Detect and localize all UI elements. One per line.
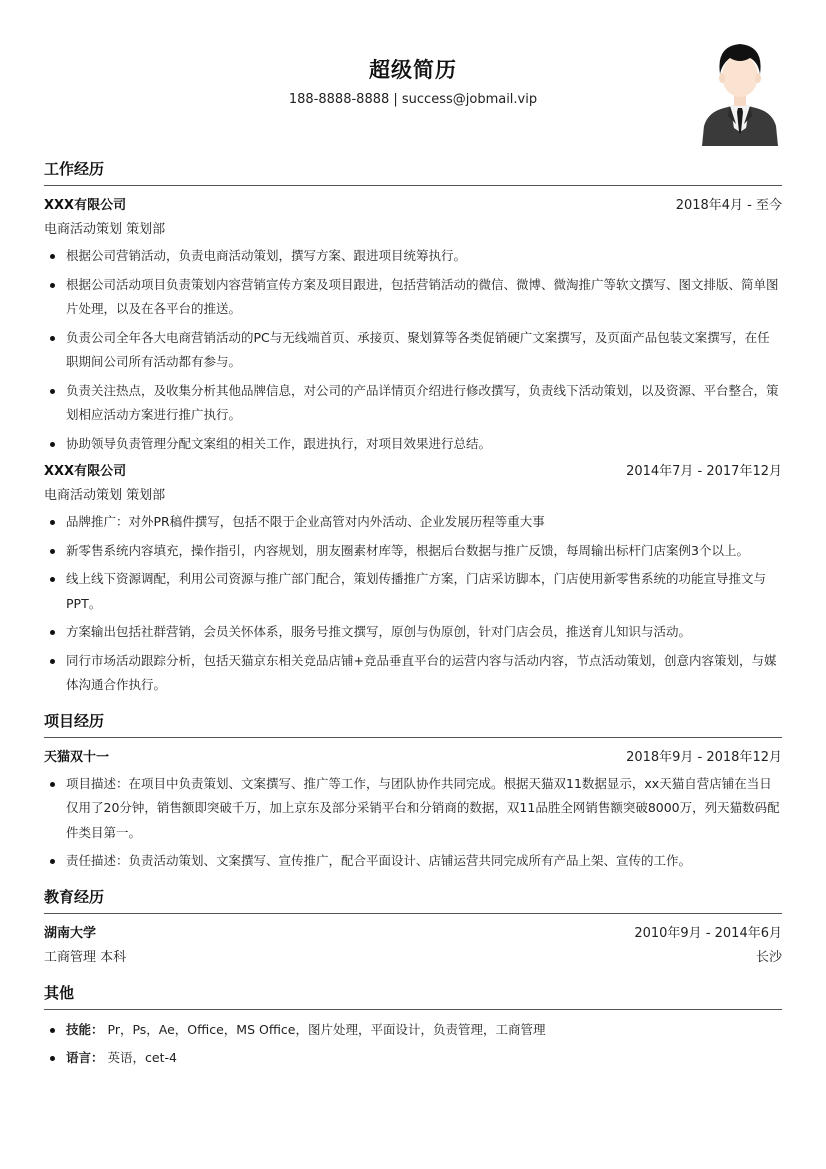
list-item: 项目描述：在项目中负责策划、文案撰写、推广等工作，与团队协作共同完成。根据天猫双11数据显示，xx天猫自营店铺在当日仅用了20分钟，销售额即突破千万，加上京东及部分采销平台和分销商的数据，双11品胜全网销售额突破8000万，列天猫数码配件类目第一。 [44, 772, 782, 846]
education-section-title: 教育经历 [44, 886, 782, 914]
date-range: 2010年9月 - 2014年6月 [634, 925, 782, 941]
other-list [44, 1018, 782, 1071]
date-range: 2018年4月 - 至今 [675, 198, 782, 213]
list-item: 根据公司活动项目负责策划内容营销宣传方案及项目跟进，包括营销活动的微信、微博、微淘推广等软文撰写、图文排版、简单图片处理，以及在各平台的推送。 [44, 273, 782, 322]
resume-body [44, 158, 782, 1083]
list-item: 负责公司全年各大电商营销活动的PC与无线端首页、承接页、聚划算等各类促销硬广文案撰写，及页面产品包装文案撰写，在任职期间公司所有活动都有参与。 [44, 326, 782, 375]
list-item: 品牌推广：对外PR稿件撰写，包括不限于企业高管对内外活动、企业发展历程等重大事 [44, 510, 782, 535]
list-item: 方案输出包括社群营销，会员关怀体系，服务号推文撰写，原创与伪原创，针对门店会员，推送育儿知识与活动。 [44, 620, 782, 645]
project-name: 天猫双十一 [44, 749, 110, 765]
project-section-title: 项目经历 [44, 710, 782, 738]
other-section-title: 其他 [44, 982, 782, 1010]
date-range: 2018年9月 - 2018年12月 [626, 749, 782, 765]
contact-info: 188-8888-8888 | success@jobmail.vip [288, 92, 538, 107]
language-item [44, 1046, 782, 1071]
education-section [44, 886, 782, 970]
work-section [44, 158, 782, 698]
skills-value: Pr，Ps，Ae，Office，MS Office，图片处理，平面设计，负责管理，工商管理 [107, 1021, 546, 1037]
major: 工商管理 本科 [44, 949, 127, 965]
work-duties-list [44, 244, 782, 456]
language-label: 语言： [66, 1050, 104, 1065]
avatar [700, 40, 780, 146]
skills-label: 技能： [66, 1021, 104, 1037]
resume-name: 超级简历 [369, 58, 457, 82]
list-item: 负责关注热点，及收集分析其他品牌信息，对公司的产品详情页介绍进行修改撰写，负责线下活动策划，以及资源、平台整合，策划相应活动方案进行推广执行。 [44, 379, 782, 428]
resume-header [0, 0, 826, 150]
role: 电商活动策划 策划部 [44, 222, 166, 237]
skills-item [44, 1018, 782, 1043]
work-duties-list [44, 510, 782, 698]
work-entry [44, 460, 782, 698]
location: 长沙 [755, 949, 782, 965]
language-value: 英语，cet-4 [107, 1050, 177, 1065]
school-name: 湖南大学 [44, 925, 97, 941]
list-item: 新零售系统内容填充，操作指引，内容规划，朋友圈素材库等，根据后台数据与推广反馈，每周输出标杆门店案例3个以上。 [44, 539, 782, 564]
role: 电商活动策划 策划部 [44, 488, 166, 503]
company-name: XXX有限公司 [44, 198, 127, 213]
list-item: 责任描述：负责活动策划、文案撰写、宣传推广，配合平面设计、店铺运营共同完成所有产品上架、宣传的工作。 [44, 849, 782, 874]
project-details-list [44, 772, 782, 874]
project-entry [44, 746, 782, 874]
project-section [44, 710, 782, 874]
work-entry [44, 194, 782, 456]
list-item: 同行市场活动跟踪分析，包括天猫京东相关竞品店铺+竞品垂直平台的运营内容与活动内容，节点活动策划，创意内容策划，与媒体沟通合作执行。 [44, 649, 782, 698]
date-range: 2014年7月 - 2017年12月 [626, 464, 782, 479]
list-item: 协助领导负责管理分配文案组的相关工作，跟进执行，对项目效果进行总结。 [44, 432, 782, 457]
company-name: XXX有限公司 [44, 464, 127, 479]
list-item: 根据公司营销活动，负责电商活动策划，撰写方案、跟进项目统筹执行。 [44, 244, 782, 269]
education-entry [44, 922, 782, 970]
work-section-title: 工作经历 [44, 158, 782, 186]
list-item: 线上线下资源调配，利用公司资源与推广部门配合，策划传播推广方案，门店采访脚本，门店使用新零售系统的功能宣导推文与PPT。 [44, 567, 782, 616]
other-section [44, 982, 782, 1071]
